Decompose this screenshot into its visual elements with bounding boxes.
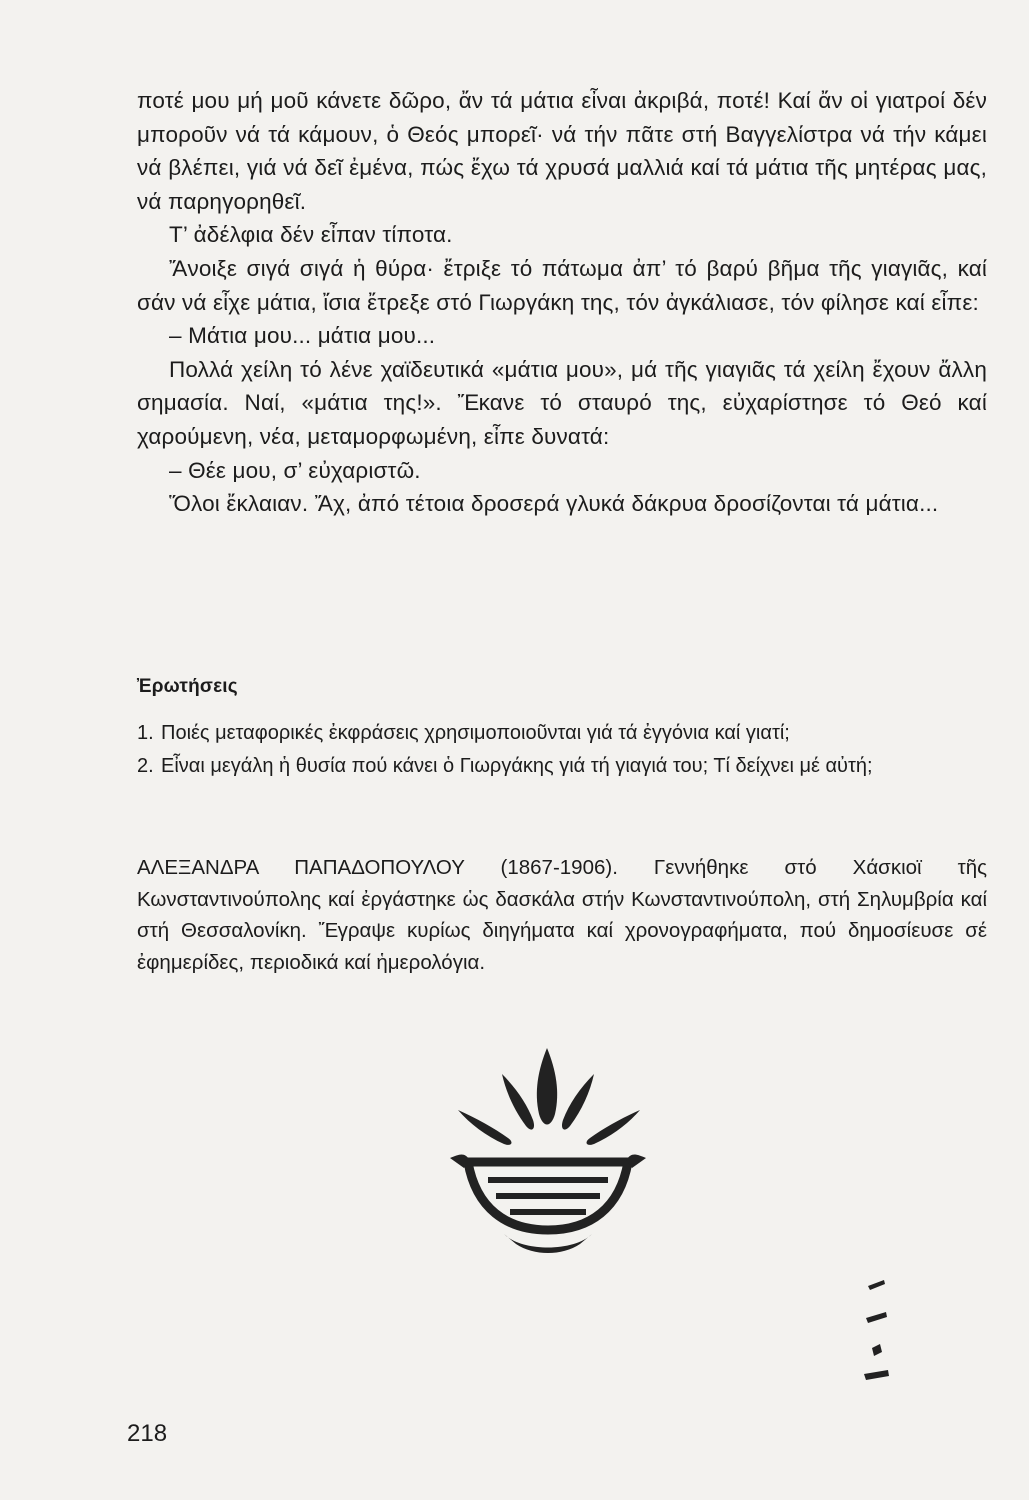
- story-paragraph: Ὅλοι ἔκλαιαν. Ἄχ, ἀπό τέτοια δροσερά γλυκά δάκρυα δροσίζονται τά μάτια...: [169, 491, 939, 517]
- story-paragraph: Πολλά χείλη τό λένε χαϊδευτικά «μάτια μου», μά τῆς γιαγιᾶς τά χείλη ἔχουν ἄλλη σημασία. Ναί, «μάτια της!». Ἔκανε τό σταυρό της, εὐχαρίστησε τό Θεό καί χαρούμενη, νέα, μεταμορφωμένη, εἶπε δυνατά:: [137, 356, 987, 449]
- story-text: [137, 84, 987, 521]
- story-paragraph: ποτέ μου μή μοῦ κάνετε δῶρο, ἄν τά μάτια εἶναι ἀκριβά, ποτέ! Καί ἄν οἱ γιατροί δέν μποροῦν νά τά κάμουν, ὁ Θεός μπορεῖ· νά τήν πᾶτε στή Βαγγελίστρα νά τήν κάμει νά βλέπει, γιά νά δεῖ ἐμένα, πώς ἔχω τά χρυσά μαλλιά καί τά μάτια τῆς μητέρας μας, νά παρηγορηθεῖ.: [137, 88, 987, 214]
- question-number: 1.: [137, 722, 154, 744]
- story-paragraph: Ἄνοιξε σιγά σιγά ἡ θύρα· ἔτριξε τό πάτωμα ἀπ’ τό βαρύ βῆμα τῆς γιαγιᾶς, καί σάν νά εἶχε μάτια, ἴσια ἔτρεξε στό Γιωργάκη της, τόν ἀγκάλιασε, τόν φίλησε καί εἶπε:: [137, 255, 987, 315]
- question-item: [137, 753, 987, 780]
- questions-list: [137, 720, 987, 786]
- questions-heading: Ἐρωτήσεις: [137, 676, 238, 697]
- author-biography: ΑΛΕΞΑΝΔΡΑ ΠΑΠΑΔΟΠΟΥΛΟΥ (1867-1906). Γεννήθηκε στό Χάσκιοϊ τῆς Κωνσταντινούπολης καί ἐργάστηκε ὡς δασκάλα στήν Κωνσταντινούπολη, στή Σηλυμβρία καί στή Θεσσαλονίκη. Ἔγραψε κυρίως διηγήματα καί χρονογραφήματα, πού δημοσίευσε σέ ἐφημερίδες, περιοδικά καί ἡμερολόγια.: [137, 856, 987, 974]
- question-text: Ποιές μεταφορικές ἐκφράσεις χρησιμοποιοῦνται γιά τά ἐγγόνια καί γιατί;: [161, 722, 790, 744]
- question-item: [137, 720, 987, 747]
- question-number: 2.: [137, 755, 154, 777]
- page-number: 218: [127, 1420, 168, 1447]
- question-text: Εἶναι μεγάλη ἡ θυσία πού κάνει ὁ Γιωργάκης γιά τή γιαγιά του; Τί δείχνει μέ αὐτή;: [161, 755, 873, 777]
- lamp-flame-ornament-icon: [430, 1030, 690, 1260]
- ink-mark-icon: [858, 1270, 898, 1400]
- story-dialogue: – Μάτια μου... μάτια μου...: [169, 323, 436, 349]
- story-paragraph: Τ’ ἀδέλφια δέν εἶπαν τίποτα.: [169, 222, 453, 248]
- story-dialogue: – Θέε μου, σ’ εὐχαριστῶ.: [169, 457, 421, 483]
